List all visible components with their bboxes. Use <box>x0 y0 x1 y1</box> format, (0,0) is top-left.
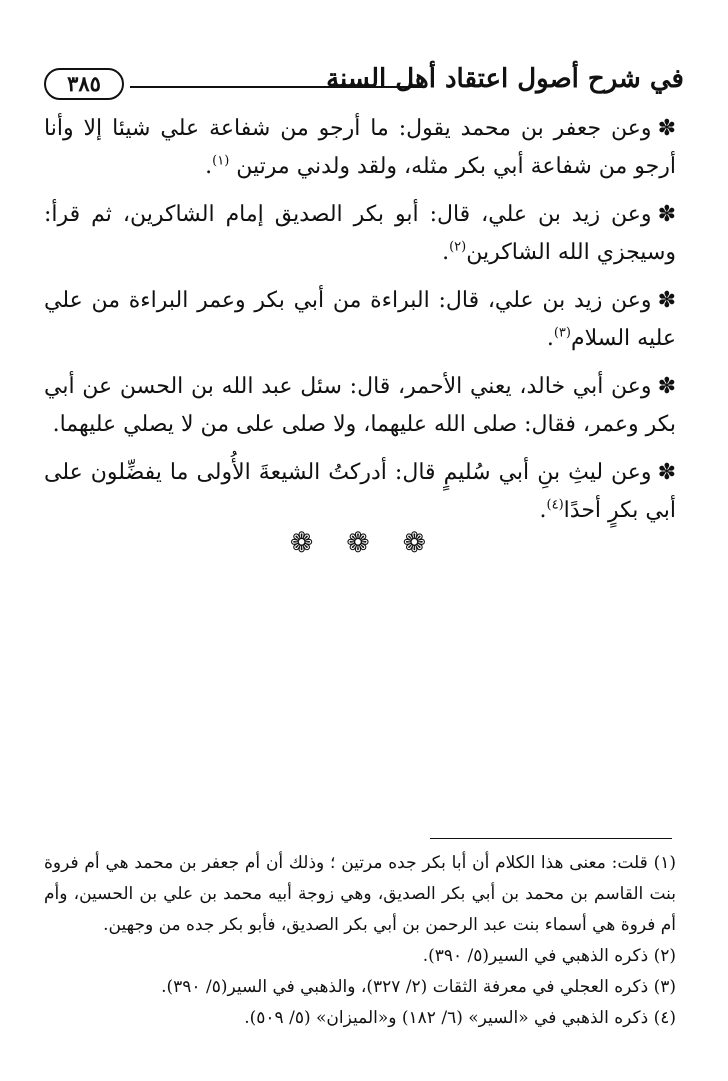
paragraph <box>44 368 676 444</box>
running-header <box>44 62 684 108</box>
paragraph <box>44 454 676 530</box>
paragraph-end: . <box>442 240 450 265</box>
footnote: (٣) ذكره العجلي في معرفة الثقات (٢/ ٣٢٧)، والذهبي في السير(٥/ ٣٩٠). <box>161 977 676 997</box>
paragraph-end: . <box>546 326 554 351</box>
paragraph-text: وعن زيد بن علي، قال: البراءة من أبي بكر وعمر البراءة من علي عليه السلام <box>44 288 676 351</box>
footnote: (١) قلت: معنى هذا الكلام أن أبا بكر جده مرتين ؛ وذلك أن أم جعفر بن محمد هي أم فروة بنت القاسم بن محمد بن أبي بكر الصديق، وهي زوجة أبيه محمد بن علي بن الحسين، وأم أم فروة هي أسماء بنت عبد الرحمن بن أبي بكر الصديق، فأبو بكر جده من وجهين. <box>44 853 676 935</box>
main-text <box>44 110 676 540</box>
footnote-ref: (٢) <box>449 239 467 255</box>
footnote: (٢) ذكره الذهبي في السير(٥/ ٣٩٠). <box>422 946 676 966</box>
paragraph <box>44 110 676 186</box>
footnote-ref: (١) <box>212 153 230 169</box>
paragraph-text: وعن ليثِ بنِ أبي سُليمٍ قال: أدركتُ الشيعةَ الأُولى ما يفضِّلون على أبي بكرٍ أحدًا <box>44 460 676 523</box>
book-title: في شرح أصول اعتقاد أهل السنة <box>326 64 684 94</box>
paragraph-text: وعن جعفر بن محمد يقول: ما أرجو من شفاعة علي شيئا إلا وأنا أرجو من شفاعة أبي بكر مثله، ولقد ولدني مرتين <box>44 116 676 179</box>
header-rule <box>130 86 422 88</box>
footnote-ref: (٤) <box>546 497 564 513</box>
paragraph <box>44 282 676 358</box>
paragraph-end: . <box>539 498 547 523</box>
footnote-rule <box>430 838 672 839</box>
paragraph-text: وعن زيد بن علي، قال: أبو بكر الصديق إمام الشاكرين، ثم قرأ: وسيجزي الله الشاكرين <box>44 202 676 265</box>
asterisk-bullet-icon: ✽ <box>657 116 676 141</box>
footnote-ref: (٣) <box>553 325 571 341</box>
asterisk-bullet-icon: ✽ <box>657 460 676 485</box>
paragraph-text: وعن أبي خالد، يعني الأحمر، قال: سئل عبد الله بن الحسن عن أبي بكر وعمر، فقال: صلى الله عليهما، ولا صلى على من لا يصلي عليهما. <box>44 374 676 437</box>
footnote: (٤) ذكره الذهبي في «السير» (٦/ ١٨٢) و«الميزان» (٥/ ٥٠٩). <box>244 1008 676 1028</box>
paragraph <box>44 196 676 272</box>
asterisk-bullet-icon: ✽ <box>657 202 676 227</box>
page-number: ٣٨٥ <box>44 68 124 100</box>
section-ornament-icon: ❁ ❁ ❁ <box>289 526 439 559</box>
footnotes <box>44 848 676 1034</box>
asterisk-bullet-icon: ✽ <box>657 288 676 313</box>
asterisk-bullet-icon: ✽ <box>657 374 676 399</box>
paragraph-end: . <box>205 154 213 179</box>
